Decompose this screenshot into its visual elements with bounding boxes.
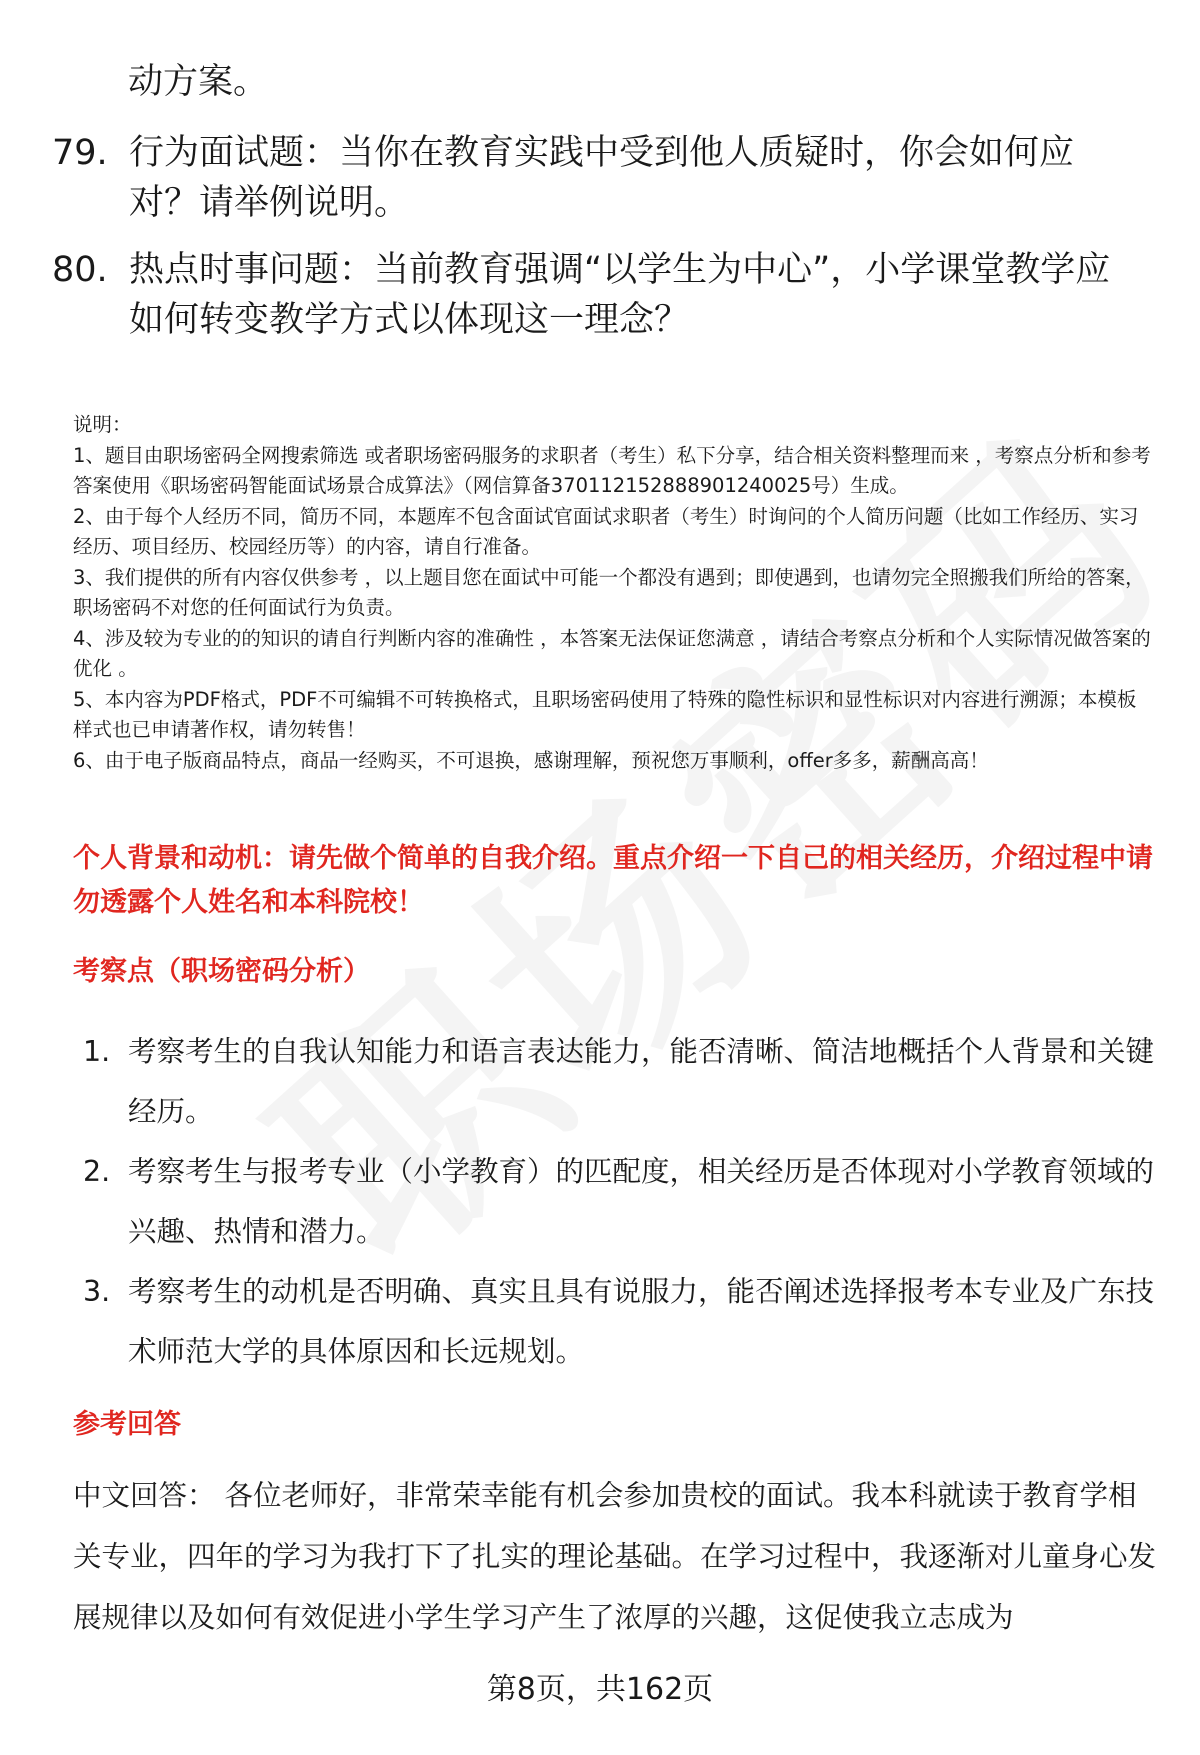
continuation-text: 动方案。	[128, 62, 269, 102]
notes-item: 1、题目由职场密码全网搜索筛选 或者职场密码服务的求职者（考生）私下分享，结合相关资料整理而来 ，考察点分析和参考答案使用《职场密码智能面试场景合成算法》（网信算备370112152888901240025号）生成。	[73, 443, 1151, 497]
question-80	[52, 245, 1132, 345]
intro-question: 个人背景和动机：请先做个简单的自我介绍。重点介绍一下自己的相关经历，介绍过程中请勿透露个人姓名和本科院校！	[73, 843, 1153, 918]
list-item	[83, 1142, 1163, 1262]
list-item-number: 2.	[83, 1155, 111, 1188]
notes-item: 2、由于每个人经历不同，简历不同，本题库不包含面试官面试求职者（考生）时询问的个人简历问题（比如工作经历、实习经历、项目经历、校园经历等）的内容，请自行准备。	[73, 504, 1139, 558]
notes-section	[73, 410, 1153, 776]
notes-title: 说明：	[73, 413, 132, 436]
reference-answer: 中文回答： 各位老师好，非常荣幸能有机会参加贵校的面试。我本科就读于教育学相关专业，四年的学习为我打下了扎实的理论基础。在学习过程中，我逐渐对儿童身心发展规律以及如何有效促进小学生学习产生了浓厚的兴趣，这促使我立志成为	[73, 1479, 1157, 1634]
reference-heading: 参考回答	[73, 1409, 181, 1440]
question-text: 热点时事问题：当前教育强调“以学生为中心”，小学课堂教学应如何转变教学方式以体现这一理念？	[129, 250, 1111, 340]
list-item-text: 考察考生的自我认知能力和语言表达能力，能否清晰、简洁地概括个人背景和关键经历。	[128, 1035, 1155, 1128]
list-item-number: 3.	[83, 1275, 111, 1308]
page-footer: 第8页，共162页	[486, 1672, 714, 1707]
question-79	[52, 128, 1132, 228]
list-item-text: 考察考生与报考专业（小学教育）的匹配度，相关经历是否体现对小学教育领域的兴趣、热情和潜力。	[128, 1155, 1155, 1248]
notes-item: 4、涉及较为专业的的知识的请自行判断内容的准确性 ，本答案无法保证您满意 ，请结合考察点分析和个人实际情况做答案的优化 。	[73, 626, 1151, 680]
question-number: 80.	[52, 250, 108, 290]
question-text: 行为面试题：当你在教育实践中受到他人质疑时，你会如何应对？请举例说明。	[129, 133, 1075, 223]
notes-item: 5、本内容为PDF格式，PDF不可编辑不可转换格式，且职场密码使用了特殊的隐性标识和显性标识对内容进行溯源；本模板样式也已申请著作权，请勿转售！	[73, 687, 1137, 741]
notes-item: 3、我们提供的所有内容仅供参考 ，以上题目您在面试中可能一个都没有遇到；即使遇到，也请勿完全照搬我们所给的答案，职场密码不对您的任何面试行为负责。	[73, 565, 1145, 619]
question-number: 79.	[52, 133, 108, 173]
list-item	[83, 1262, 1163, 1382]
analysis-list	[83, 1022, 1163, 1382]
list-item-text: 考察考生的动机是否明确、真实且具有说服力，能否阐述选择报考本专业及广东技术师范大学的具体原因和长远规划。	[128, 1275, 1155, 1368]
list-item-number: 1.	[83, 1035, 111, 1068]
list-item	[83, 1022, 1163, 1142]
notes-item: 6、由于电子版商品特点，商品一经购买，不可退换，感谢理解，预祝您万事顺利，offer多多，薪酬高高！	[73, 748, 989, 772]
analysis-heading: 考察点（职场密码分析）	[73, 956, 370, 987]
